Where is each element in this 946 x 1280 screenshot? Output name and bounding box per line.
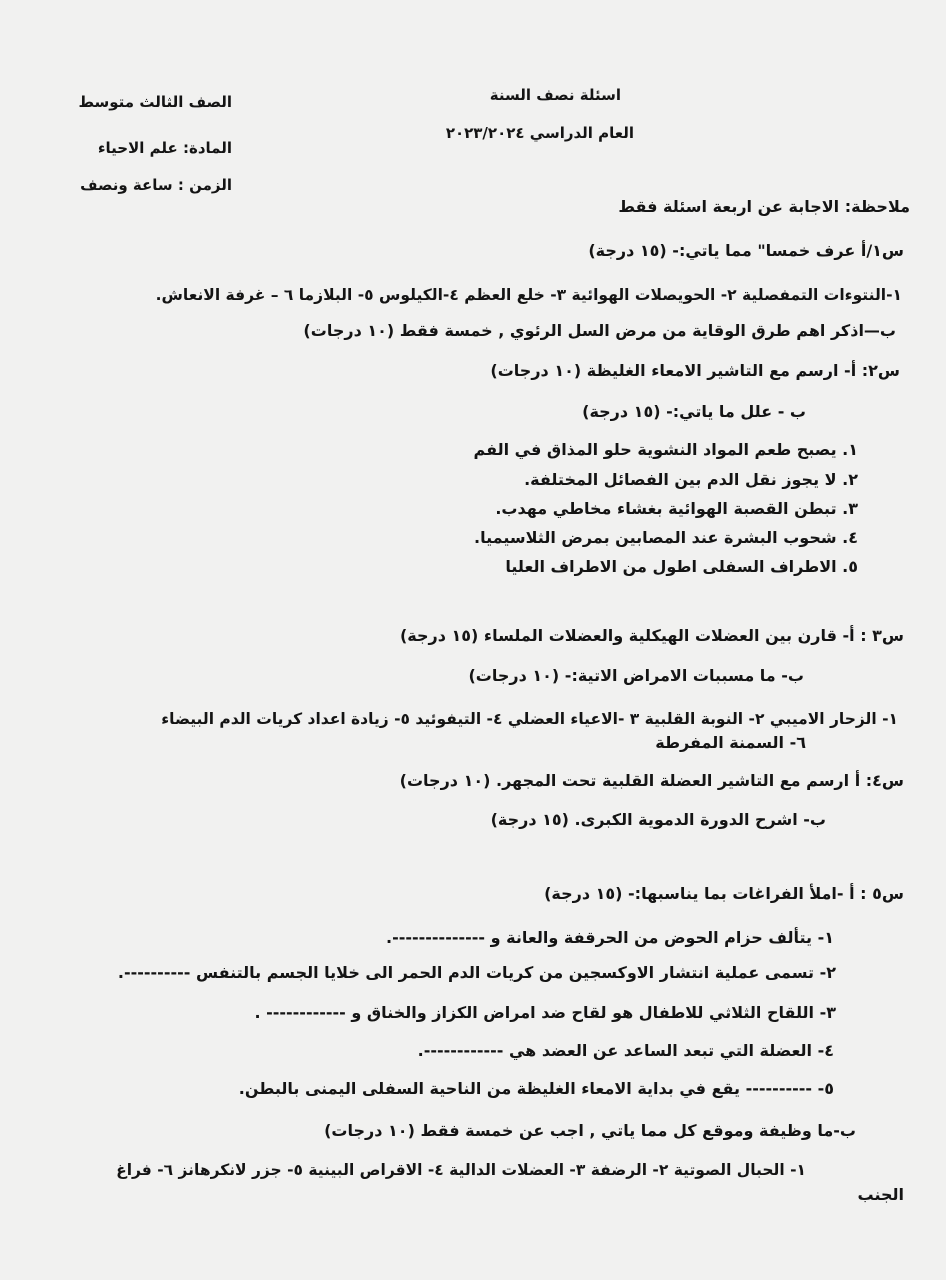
q2-item: ٣. تبطن القصبة الهوائية بغشاء مخاطي مهدب. (495, 499, 858, 518)
q5-organs-list-cont: الجنب (857, 1185, 904, 1204)
q2-item: ٤. شحوب البشرة عند المصابين بمرض الثلاسيميا. (474, 528, 858, 547)
q4-part-a: س٤: أ ارسم مع التاشير العضلة القلبية تحت المجهر. (١٠ درجات) (399, 771, 904, 790)
q3-causes-list: ١- الزحار الاميبي ٢- النوبة القلبية ٣ -الاعياء العضلي ٤- التيفوئيد ٥- زيادة اعداد كريات الدم البيضاء (161, 710, 898, 728)
q3-part-a: س٣ : أ- قارن بين العضلات الهيكلية والعضلات الملساء (١٥ درجة) (399, 626, 904, 645)
q4-part-b: ب- اشرح الدورة الدموية الكبرى. (١٥ درجة) (490, 810, 826, 829)
q2-item: ٢. لا يجوز نقل الدم بين الفصائل المختلفة. (524, 470, 858, 489)
q5-part-a: س٥ : أ -املأ الفراغات بما يناسبها:- (١٥ درجة) (544, 884, 904, 903)
q5-blank-item: ١- يتألف حزام الحوض من الحرقفة والعانة و --------------. (385, 928, 834, 947)
q1-part-a: س١/أ عرف خمسا" مما ياتي:- (١٥ درجة) (588, 241, 904, 260)
q5-blank-item: ٣- اللقاح الثلاثي للاطفال هو لقاح ضد امراض الكزاز والخناق و ------------ . (254, 1003, 836, 1022)
q5-organs-list: ١- الحبال الصوتية ٢- الرضفة ٣- العضلات الدالية ٤- الاقراص البينية ٥- جزر لانكرهانز ٦- فراغ (116, 1161, 806, 1179)
exam-note: ملاحظة: الاجابة عن اربعة اسئلة فقط (618, 197, 910, 216)
q2-part-b: ب - علل ما ياتي:- (١٥ درجة) (582, 402, 806, 421)
q5-blank-item: ٤- العضلة التي تبعد الساعد عن العضد هي ------------. (417, 1041, 834, 1060)
subject-label: المادة: علم الاحياء (97, 139, 232, 157)
q5-blank-item: ٥- ---------- يقع في بداية الامعاء الغليظة من الناحية السفلى اليمنى بالبطن. (238, 1079, 834, 1098)
q2-part-a: س٢: أ- ارسم مع التاشير الامعاء الغليظة (١٠ درجات) (490, 361, 900, 380)
q3-causes-list-cont: ٦- السمنة المفرطة (655, 733, 806, 752)
q2-item: ١. يصبح طعم المواد النشوية حلو المذاق في الفم (473, 440, 858, 459)
exam-title: اسئلة نصف السنة (489, 86, 621, 104)
q2-item: ٥. الاطراف السفلى اطول من الاطراف العليا (505, 557, 858, 576)
academic-year: العام الدراسي ٢٠٢٣/٢٠٢٤ (445, 124, 634, 142)
q3-part-b: ب- ما مسببات الامراض الاتية:- (١٠ درجات) (468, 666, 804, 685)
grade-label: الصف الثالث متوسط (78, 93, 232, 111)
q5-part-b: ب-ما وظيفة وموقع كل مما ياتي , اجب عن خمسة فقط (١٠ درجات) (324, 1121, 856, 1140)
time-label: الزمن : ساعة ونصف (80, 176, 232, 194)
q5-blank-item: ٢- تسمى عملية انتشار الاوكسجين من كريات الدم الحمر الى خلايا الجسم بالتنفس ----------. (117, 963, 836, 982)
q1-terms-list: ١-النتوءات التمفصلية ٢- الحويصلات الهوائية ٣- خلع العظم ٤-الكيلوس ٥- البلازما ٦ – غرفة الانعاش. (155, 286, 902, 304)
q1-part-b: ب—اذكر اهم طرق الوقاية من مرض السل الرئوي , خمسة فقط (١٠ درجات) (303, 321, 896, 340)
